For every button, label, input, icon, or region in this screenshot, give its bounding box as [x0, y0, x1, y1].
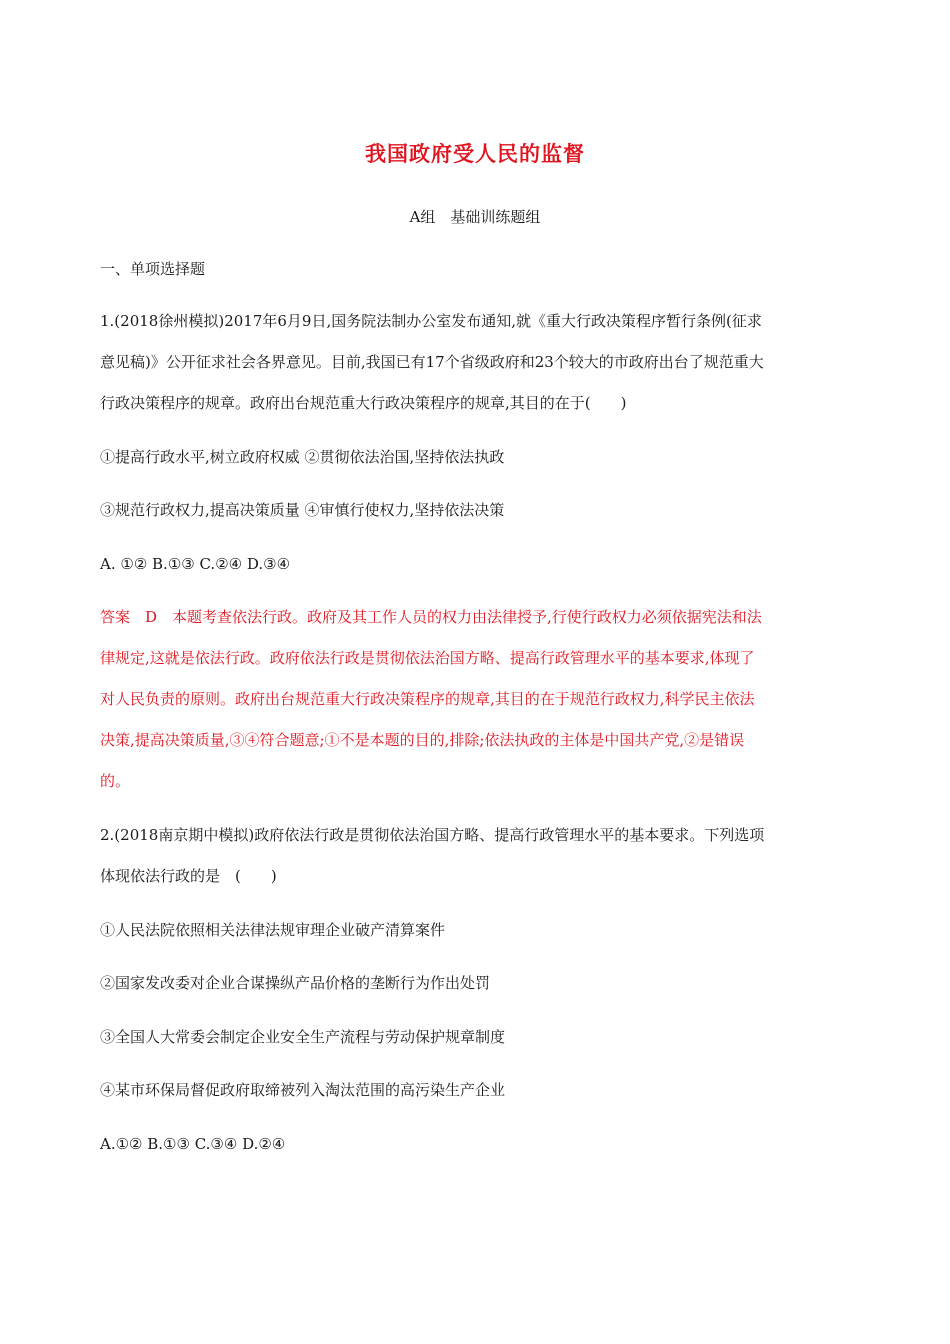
group-heading: A组 基础训练题组	[409, 208, 541, 226]
q2-choices: A.①② B.①③ C.③④ D.②④	[100, 1135, 286, 1153]
q1-answer-line-5: 的。	[100, 772, 131, 790]
q1-answer-line-3: 对人民负责的原则。政府出台规范重大行政决策程序的规章,其目的在于规范行政权力,科学民主依法	[100, 690, 755, 708]
q1-stem-line-3: 行政决策程序的规章。政府出台规范重大行政决策程序的规章,其目的在于( )	[100, 394, 627, 412]
q1-option-line-2: ③规范行政权力,提高决策质量 ④审慎行使权力,坚持依法决策	[100, 501, 505, 519]
q2-option-2: ②国家发改委对企业合谋操纵产品价格的垄断行为作出处罚	[100, 974, 491, 992]
q1-stem-line-2: 意见稿)》公开征求社会各界意见。目前,我国已有17个省级政府和23个较大的市政府出台了规范重大	[100, 353, 764, 371]
section-heading: 一、单项选择题	[100, 260, 206, 278]
q1-stem-line-1: 1.(2018徐州模拟)2017年6月9日,国务院法制办公室发布通知,就《重大行政决策程序暂行条例(征求	[100, 312, 762, 330]
q1-answer-line-2: 律规定,这就是依法行政。政府依法行政是贯彻依法治国方略、提高行政管理水平的基本要求,体现了	[100, 649, 755, 667]
q2-option-3: ③全国人大常委会制定企业安全生产流程与劳动保护规章制度	[100, 1028, 506, 1046]
q2-stem-line-2: 体现依法行政的是 ( )	[100, 867, 277, 885]
q2-stem-line-1: 2.(2018南京期中模拟)政府依法行政是贯彻依法治国方略、提高行政管理水平的基本要求。下列选项	[100, 826, 765, 844]
q1-answer-line-1: 答案 D 本题考查依法行政。政府及其工作人员的权力由法律授予,行使行政权力必须依据宪法和法	[100, 608, 762, 626]
q2-option-1: ①人民法院依照相关法律法规审理企业破产清算案件	[100, 921, 446, 939]
q1-option-line-1: ①提高行政水平,树立政府权威 ②贯彻依法治国,坚持依法执政	[100, 448, 505, 466]
q1-answer-line-4: 决策,提高决策质量,③④符合题意;①不是本题的目的,排除;依法执政的主体是中国共产党,②是错误	[100, 731, 745, 749]
q1-choices: A. ①② B.①③ C.②④ D.③④	[100, 555, 291, 573]
q2-option-4: ④某市环保局督促政府取缔被列入淘汰范围的高污染生产企业	[100, 1081, 506, 1099]
page-title: 我国政府受人民的监督	[365, 141, 585, 166]
